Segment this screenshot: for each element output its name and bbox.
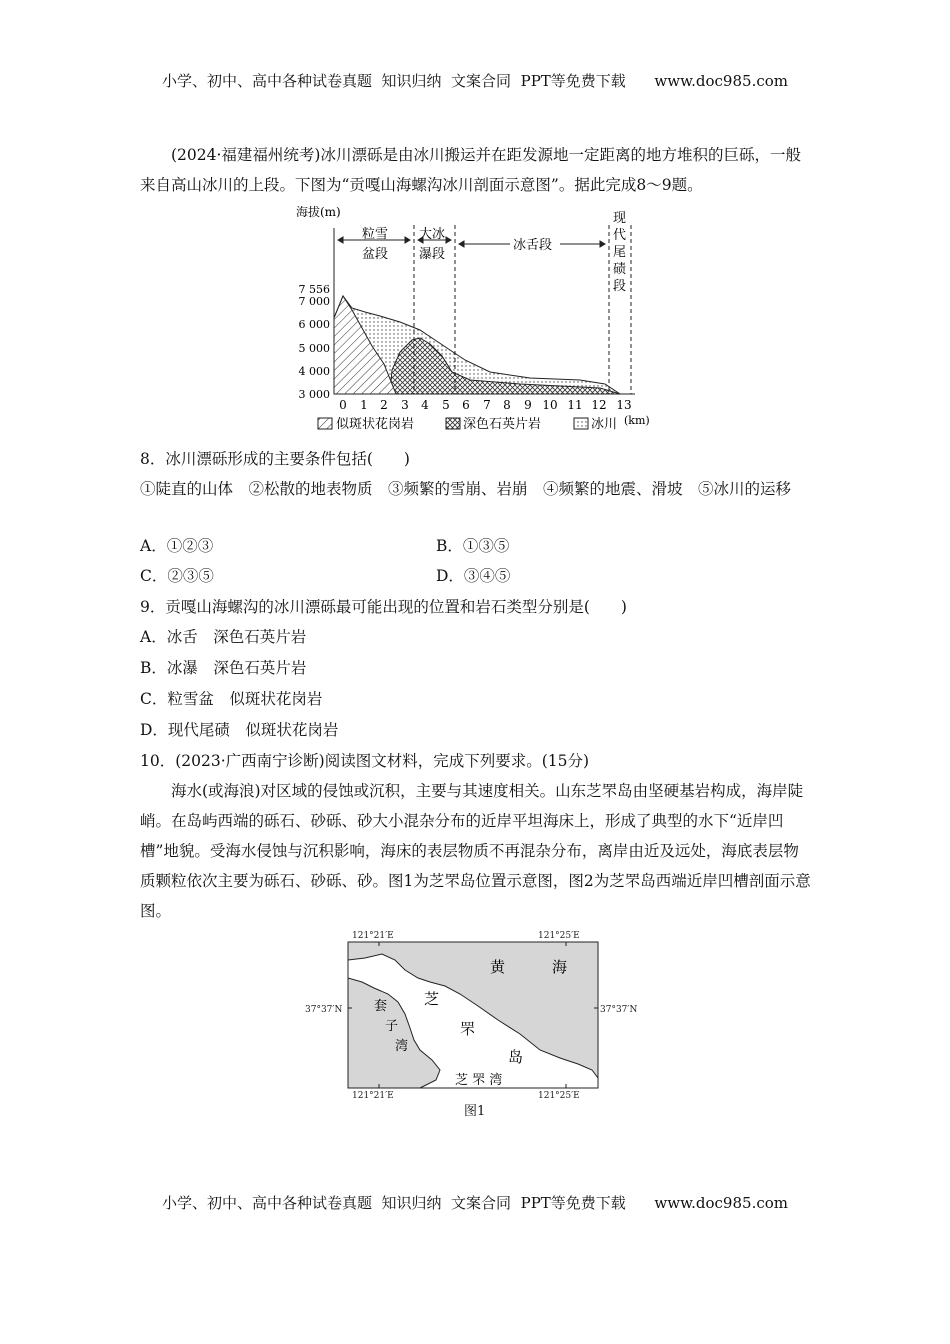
page-footer: 小学、初中、高中各种试卷真题 知识归纳 文案合同 PPT等免费下载 www.doc985.com (161, 1194, 788, 1212)
q9-option-c[interactable]: C．粒雪盆 似斑状花岗岩 (140, 690, 323, 708)
y-tick: 3 000 (298, 388, 330, 401)
x-tick: 7 (483, 398, 491, 412)
sea-label-1: 黄 (490, 958, 506, 976)
page-header: 小学、初中、高中各种试卷真题 知识归纳 文案合同 PPT等免费下载 www.doc985.com (161, 72, 788, 90)
y-tick: 7 000 (298, 295, 330, 308)
section-label-tongue: 冰舌段 (513, 238, 553, 253)
q8-stem: 8．冰川漂砾形成的主要条件包括( ) (140, 450, 410, 468)
bay-left-label-2: 子 (385, 1019, 399, 1034)
y-tick: 7 556 (298, 283, 330, 296)
q8-option-a[interactable]: A．①②③ (140, 537, 214, 555)
x-tick: 6 (462, 398, 470, 412)
x-tick: 8 (503, 398, 511, 412)
section-label-snow-basin: 粒雪 (362, 227, 389, 242)
x-tick: 2 (380, 398, 388, 412)
lon-label-bottom-left: 121°21′E (352, 1091, 394, 1101)
section-label-moraine: 现 (613, 211, 627, 226)
bay-left-label-3: 湾 (395, 1039, 409, 1054)
q8-items: ①陡直的山体 ②松散的地表物质 ③频繁的雪崩、岩崩 ④频繁的地震、滑坡 ⑤冰川的运移 (140, 480, 792, 498)
q8-option-d[interactable]: D．③④⑤ (436, 567, 511, 585)
section-label-snow-basin-2: 盆段 (362, 247, 389, 262)
x-tick: 10 (542, 398, 558, 412)
q9-option-a[interactable]: A．冰舌 深色石英片岩 (140, 628, 307, 646)
intro-paragraph: (2024·福建福州统考)冰川漂砾是由冰川搬运并在距发源地一定距离的地方堆积的巨砾，一般来自高山冰川的上段。下图为“贡嘎山海螺沟冰川剖面示意图”。据此完成8～9题。 (140, 146, 801, 194)
x-tick: 11 (567, 398, 583, 412)
island-label-3: 岛 (508, 1048, 524, 1066)
section-label-moraine-4: 碛 (613, 262, 627, 277)
lon-label-bottom-right: 121°25′E (538, 1091, 580, 1101)
y-tick: 4 000 (298, 365, 330, 378)
island-label-2: 罘 (460, 1020, 476, 1038)
x-tick: 13 (616, 398, 632, 412)
q8-option-c[interactable]: C．②③⑤ (140, 567, 214, 585)
figure-caption: 图1 (464, 1104, 486, 1119)
sea-label-2: 海 (552, 958, 568, 976)
section-label-moraine-5: 段 (613, 279, 627, 294)
bay-bottom-label: 芝 罘 湾 (455, 1073, 503, 1088)
x-unit: (km) (624, 414, 650, 427)
y-tick: 5 000 (298, 342, 330, 355)
lat-label-left: 37°37′N (305, 1005, 343, 1015)
lon-label-top-left: 121°21′E (352, 931, 394, 941)
x-tick: 4 (421, 398, 429, 412)
glacier-profile-figure (290, 198, 670, 438)
q10-stem: 10．(2023·广西南宁诊断)阅读图文材料，完成下列要求。(15分) (140, 752, 590, 770)
island-label-1: 芝 (424, 990, 440, 1008)
x-tick: 12 (591, 398, 607, 412)
q10-material: 海水(或海浪)对区域的侵蚀或沉积，主要与其速度相关。山东芝罘岛由坚硬基岩构成，海岸陡峭。在岛屿西端的砾石、砂砾、砂大小混杂分布的近岸平坦海床上，形成了典型的水下“近岸凹槽”地貌。受海水侵蚀与沉积影响，海床的表层物质不再混杂分布，离岸由近及远处，海底表层物质颗粒依次主要为砾石、砂砾、砂。图1为芝罘岛位置示意图，图2为芝罘岛西端近岸凹槽剖面示意图。 (140, 782, 811, 920)
q9-stem: 9．贡嘎山海螺沟的冰川漂砾最可能出现的位置和岩石类型分别是( ) (140, 598, 627, 616)
section-label-icefall-2: 瀑段 (419, 247, 446, 262)
bay-left-label-1: 套 (374, 999, 388, 1014)
y-tick: 6 000 (298, 318, 330, 331)
legend-granite: 似斑状花岗岩 (336, 417, 415, 432)
zhifu-map-figure (300, 926, 650, 1122)
x-tick: 1 (360, 398, 368, 412)
lon-label-top-right: 121°25′E (538, 931, 580, 941)
x-tick: 0 (339, 398, 347, 412)
section-label-moraine-2: 代 (613, 228, 627, 243)
section-label-icefall: 大冰 (419, 227, 446, 242)
section-label-moraine-3: 尾 (613, 245, 627, 260)
x-tick: 5 (442, 398, 450, 412)
x-tick: 9 (524, 398, 532, 412)
legend-schist: 深色石英片岩 (463, 417, 542, 432)
y-axis-label: 海拔(m) (296, 205, 341, 219)
q9-option-d[interactable]: D．现代尾碛 似斑状花岗岩 (140, 721, 339, 739)
q8-option-b[interactable]: B．①③⑤ (436, 537, 510, 555)
q9-option-b[interactable]: B．冰瀑 深色石英片岩 (140, 659, 307, 677)
lat-label-right: 37°37′N (600, 1005, 638, 1015)
legend-glacier: 冰川 (591, 417, 618, 432)
x-tick: 3 (401, 398, 409, 412)
